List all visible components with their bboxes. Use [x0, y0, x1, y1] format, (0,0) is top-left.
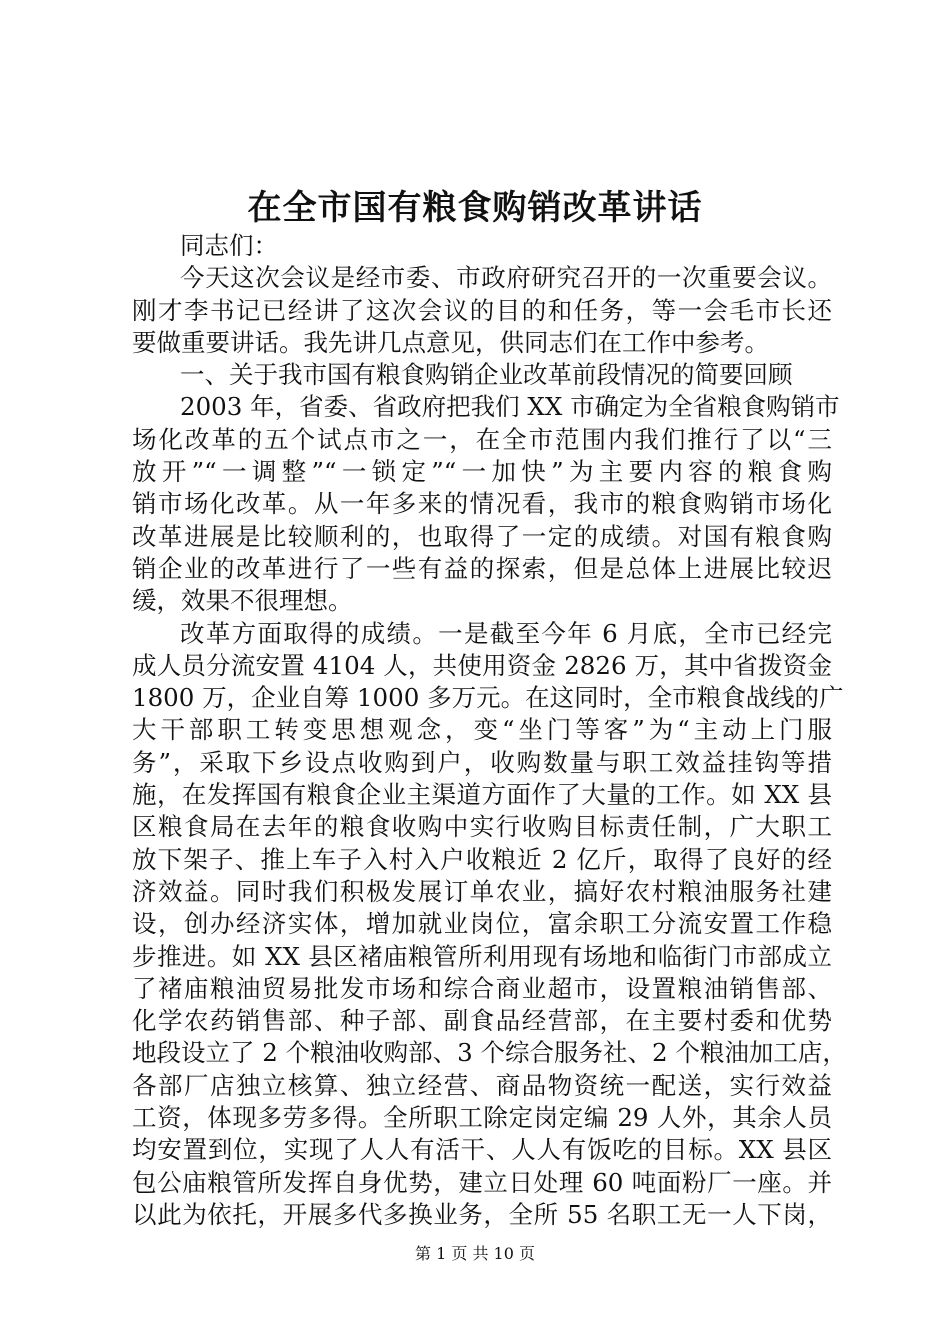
- text-line: 2003 年，省委、省政府把我们 XX 市确定为全省粮食购销市: [180, 392, 840, 422]
- text-line: 改革方面取得的成绩。一是截至今年 6 月底，全市已经完: [180, 618, 832, 648]
- text-line: 刚才李书记已经讲了这次会议的目的和任务，等一会毛市长还: [132, 295, 832, 325]
- text-line: 区粮食局在去年的粮食收购中实行收购目标责任制，广大职工: [132, 812, 832, 842]
- text-line: 地段设立了 2 个粮油收购部、3 个综合服务社、2 个粮油加工店，: [132, 1038, 847, 1068]
- text-line: 缓，效果不很理想。: [132, 586, 353, 616]
- text-line: 包公庙粮管所发挥自身优势，建立日处理 60 吨面粉厂一座。并: [132, 1167, 832, 1197]
- text-line: 成人员分流安置 4104 人，共使用资金 2826 万，其中省拨资金: [132, 650, 832, 680]
- text-line: 施，在发挥国有粮食企业主渠道方面作了大量的工作。如 XX 县: [132, 780, 832, 810]
- text-line: 设，创办经济实体，增加就业岗位，富余职工分流安置工作稳: [132, 909, 832, 939]
- text-line: 1800 万，企业自筹 1000 多万元。在这同时，全市粮食战线的广: [132, 683, 844, 713]
- text-line: 步推进。如 XX 县区褚庙粮管所利用现有场地和临街门市部成立: [132, 941, 832, 971]
- text-line: 以此为依托，开展多代多换业务，全所 55 名职工无一人下岗，: [132, 1199, 832, 1229]
- text-line: 改革进展是比较顺利的，也取得了一定的成绩。对国有粮食购: [132, 521, 832, 551]
- document-body: [132, 230, 847, 1231]
- text-line: 销市场化改革。从一年多来的情况看，我市的粮食购销市场化: [132, 489, 832, 519]
- text-line: 济效益。同时我们积极发展订单农业，搞好农村粮油服务社建: [132, 876, 832, 906]
- text-line: 化学农药销售部、种子部、副食品经营部，在主要村委和优势: [132, 1006, 832, 1036]
- text-line: 大干部职工转变思想观念，变“坐门等客”为“主动上门服: [132, 715, 832, 745]
- text-line: 放开”“一调整”“一锁定”“一加快”为主要内容的粮食购: [132, 457, 832, 487]
- text-line: 销企业的改革进行了一些有益的探索，但是总体上进展比较迟: [132, 553, 832, 583]
- text-line: 同志们：: [180, 231, 278, 260]
- text-line: 了褚庙粮油贸易批发市场和综合商业超市，设置粮油销售部、: [132, 973, 832, 1003]
- page-footer: 第 1 页 共 10 页: [415, 1244, 535, 1263]
- text-line: 放下架子、推上车子入村入户收粮近 2 亿斤，取得了良好的经: [132, 844, 832, 874]
- text-line: 今天这次会议是经市委、市政府研究召开的一次重要会议。: [180, 263, 832, 293]
- text-line: 场化改革的五个试点市之一，在全市范围内我们推行了以“三: [132, 424, 832, 454]
- document-title: 在全市国有粮食购销改革讲话: [247, 188, 703, 228]
- text-line: 要做重要讲话。我先讲几点意见，供同志们在工作中参考。: [132, 327, 769, 357]
- text-line: 各部厂店独立核算、独立经营、商品物资统一配送，实行效益: [132, 1070, 832, 1100]
- text-line: 工资，体现多劳多得。全所职工除定岗定编 29 人外，其余人员: [132, 1103, 832, 1133]
- text-line: 一、关于我市国有粮食购销企业改革前段情况的简要回顾: [180, 360, 793, 390]
- text-line: 均安置到位，实现了人人有活干、人人有饭吃的目标。XX 县区: [132, 1135, 832, 1165]
- text-line: 务”，采取下乡设点收购到户，收购数量与职工效益挂钩等措: [132, 747, 832, 777]
